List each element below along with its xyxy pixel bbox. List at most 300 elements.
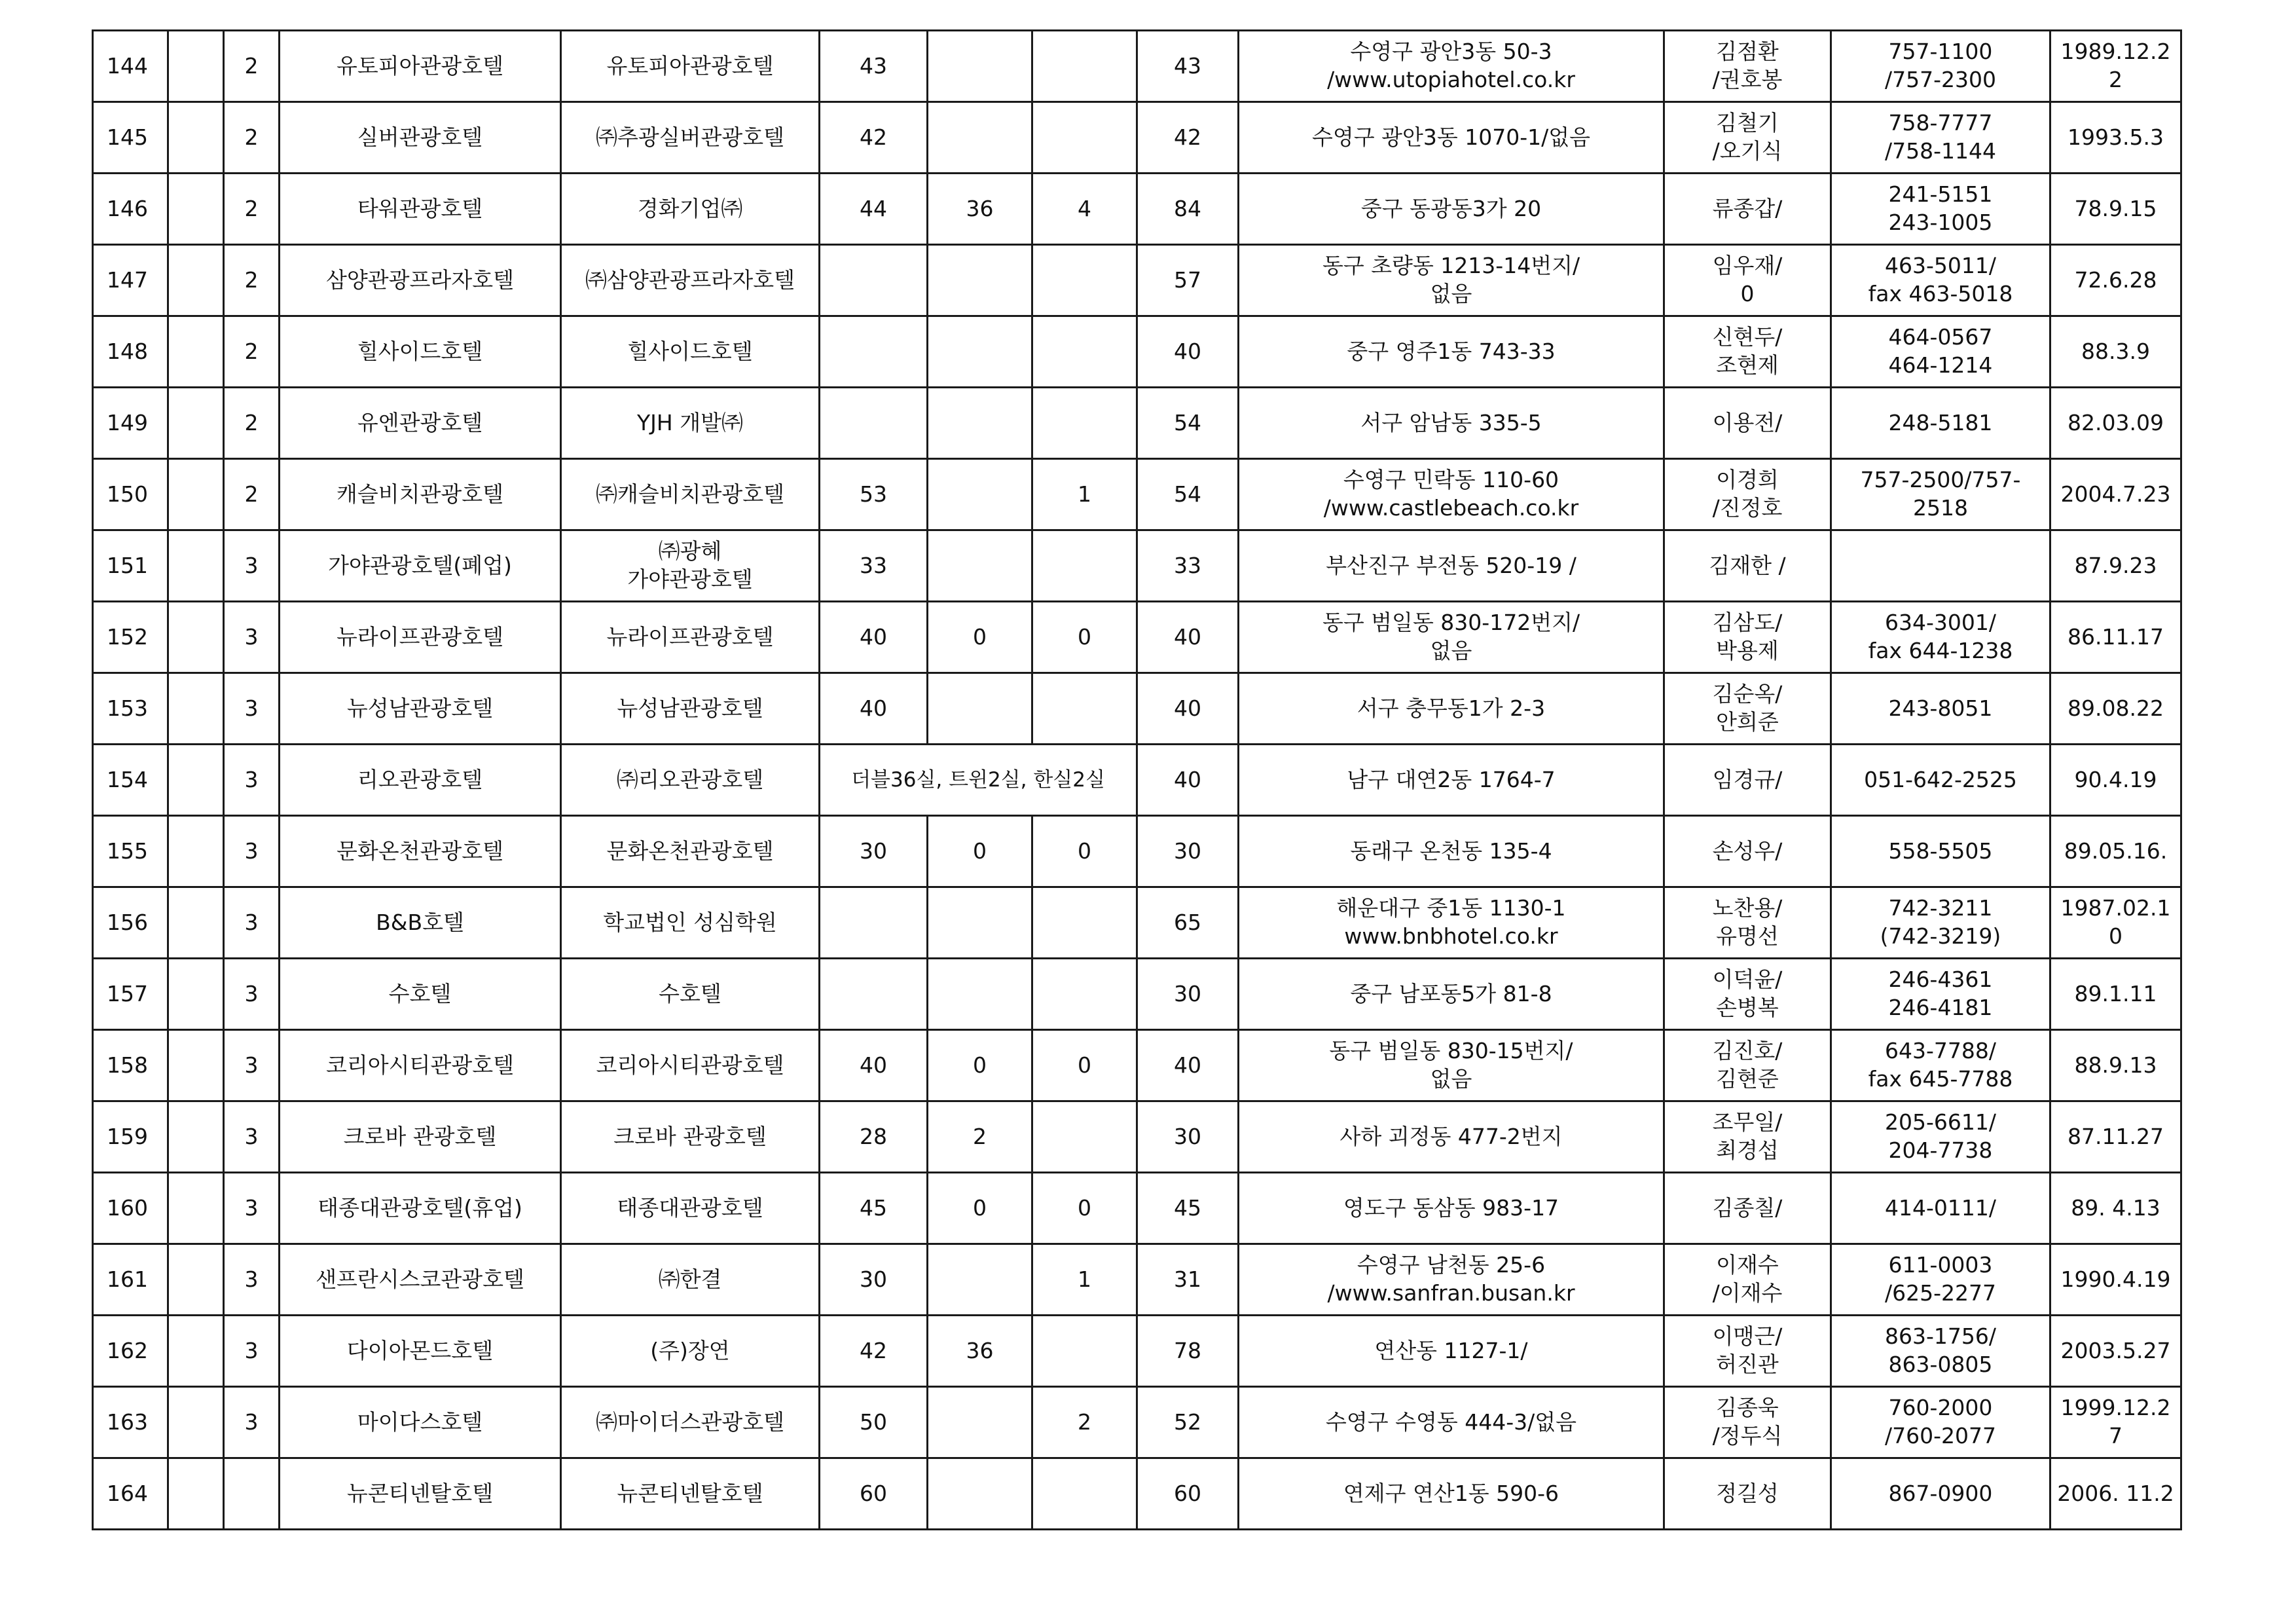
hotel-name-line-1: 실버관광호텔 (357, 124, 483, 150)
hotel-name-line-1: 유엔관광호텔 (357, 409, 483, 435)
rooms-type-a-line-1: 33 (860, 552, 887, 578)
rooms-type-c (1032, 1387, 1137, 1458)
hotel-name-line-1: 리오관광호텔 (357, 766, 483, 792)
rooms-total (1137, 1101, 1239, 1173)
hotel-name (280, 1316, 561, 1387)
phone-line-2: 863-0805 (1888, 1352, 1993, 1377)
hotel-grade (224, 1173, 280, 1244)
hotel-grade (224, 1030, 280, 1101)
registration-date-line-1: 88.3.9 (2081, 338, 2150, 364)
row-mark (168, 102, 224, 174)
rooms-type-b (928, 245, 1032, 316)
operator-company (561, 1030, 820, 1101)
row-number-line-1: 147 (107, 267, 148, 293)
row-mark (168, 959, 224, 1030)
table-row (93, 174, 2181, 245)
hotel-name-line-1: 코리아시티관광호텔 (326, 1052, 514, 1078)
phone-line-2: /625-2277 (1885, 1280, 1996, 1306)
hotel-name-line-1: 유토피아관광호텔 (336, 52, 504, 79)
address-line-2: /www.sanfran.busan.kr (1327, 1280, 1575, 1306)
operator-company-line-1: 뉴라이프관광호텔 (606, 623, 774, 650)
phone-line-2: fax 463-5018 (1868, 281, 2013, 306)
rooms-type-b (928, 887, 1032, 959)
hotel-name-line-1: 수호텔 (388, 980, 452, 1006)
phone (1831, 1387, 2050, 1458)
row-number (93, 1458, 168, 1530)
registration-date-line-1: 90.4.19 (2074, 766, 2157, 792)
row-number (93, 887, 168, 959)
rooms-type-a (820, 102, 928, 174)
hotel-name-line-1: 마이다스호텔 (357, 1409, 483, 1435)
hotel-grade (224, 1387, 280, 1458)
rooms-type-b (928, 102, 1032, 174)
representative-line-2: 박용제 (1716, 638, 1779, 663)
rooms-type-a-line-1: 30 (860, 1266, 887, 1292)
hotel-grade (224, 459, 280, 530)
address (1239, 745, 1664, 816)
rooms-total-line-1: 57 (1174, 267, 1201, 293)
rooms-total (1137, 673, 1239, 745)
rooms-total (1137, 102, 1239, 174)
row-number-line-1: 161 (107, 1266, 148, 1292)
phone-line-1: 051-642-2525 (1864, 766, 2017, 792)
hotel-name-line-1: B&B호텔 (376, 909, 464, 935)
rooms-total (1137, 1316, 1239, 1387)
rooms-total (1137, 1458, 1239, 1530)
rooms-type-c (1032, 388, 1137, 459)
operator-company (561, 1387, 820, 1458)
representative-line-1: 이재수 (1716, 1252, 1779, 1278)
rooms-type-b (928, 1173, 1032, 1244)
rooms-type-c (1032, 1458, 1137, 1530)
address (1239, 102, 1664, 174)
phone (1831, 602, 2050, 673)
phone (1831, 887, 2050, 959)
rooms-type-a (820, 1244, 928, 1316)
representative (1664, 673, 1831, 745)
rooms-type-c (1032, 1316, 1137, 1387)
rooms-total (1137, 316, 1239, 388)
rooms-type-b (928, 1101, 1032, 1173)
registration-date-line-1: 88.9.13 (2074, 1052, 2157, 1078)
rooms-type-a-line-1: 40 (860, 695, 887, 721)
table-row (93, 673, 2181, 745)
row-number (93, 316, 168, 388)
rooms-total (1137, 388, 1239, 459)
phone (1831, 459, 2050, 530)
phone-line-1: 758-7777 (1888, 110, 1993, 136)
address (1239, 31, 1664, 102)
row-mark (168, 1030, 224, 1101)
registration-date-line-1: 78.9.15 (2074, 195, 2157, 221)
rooms-total-line-1: 40 (1174, 1052, 1201, 1078)
operator-company-line-1: ㈜리오관광호텔 (616, 766, 764, 792)
operator-company (561, 1101, 820, 1173)
hotel-grade (224, 102, 280, 174)
rooms-type-b (928, 1030, 1032, 1101)
representative-line-2: 0 (1740, 281, 1755, 306)
phone (1831, 1030, 2050, 1101)
hotel-grade (224, 1316, 280, 1387)
hotel-name (280, 1030, 561, 1101)
row-number (93, 673, 168, 745)
representative (1664, 745, 1831, 816)
representative-line-1: 김종칠/ (1712, 1194, 1783, 1221)
hotel-grade (224, 745, 280, 816)
rooms-type-b-line-1: 0 (973, 623, 987, 650)
hotel-grade (224, 602, 280, 673)
representative (1664, 1101, 1831, 1173)
row-mark (168, 602, 224, 673)
registration-date-line-1: 87.11.27 (2068, 1123, 2164, 1149)
operator-company (561, 459, 820, 530)
row-number (93, 1101, 168, 1173)
hotel-grade (224, 316, 280, 388)
rooms-total-line-1: 40 (1174, 766, 1201, 792)
operator-company (561, 1244, 820, 1316)
rooms-type-a (820, 388, 928, 459)
rooms-type-a-line-1: 30 (860, 838, 887, 864)
representative (1664, 102, 1831, 174)
rooms-type-a (820, 31, 928, 102)
registration-date (2050, 388, 2181, 459)
hotel-name (280, 316, 561, 388)
hotel-name (280, 745, 561, 816)
rooms-type-c (1032, 174, 1137, 245)
rooms-type-a (820, 316, 928, 388)
registration-date-line-1: 1999.12.2 (2060, 1395, 2171, 1421)
operator-company (561, 1458, 820, 1530)
row-mark (168, 31, 224, 102)
representative-line-2: /정두식 (1712, 1423, 1783, 1449)
hotel-name (280, 459, 561, 530)
phone-line-1: 867-0900 (1888, 1480, 1993, 1506)
rooms-total (1137, 959, 1239, 1030)
address-line-1: 동구 범일동 830-15번지/ (1329, 1038, 1573, 1064)
rooms-total-line-1: 30 (1174, 1123, 1201, 1149)
operator-company (561, 673, 820, 745)
hotel-grade (224, 1101, 280, 1173)
row-number (93, 245, 168, 316)
representative-line-1: 류종갑/ (1712, 195, 1783, 221)
operator-company (561, 816, 820, 887)
table-row (93, 959, 2181, 1030)
rooms-total-line-1: 31 (1174, 1266, 1201, 1292)
address-line-1: 중구 영주1동 743-33 (1347, 338, 1556, 364)
operator-company-line-1: 크로바 관광호텔 (613, 1123, 767, 1149)
representative-line-2: 조현제 (1716, 352, 1779, 378)
row-number-line-1: 150 (107, 481, 148, 507)
address-line-1: 영도구 동삼동 983-17 (1343, 1194, 1559, 1221)
phone-line-1: 248-5181 (1888, 409, 1993, 435)
operator-company (561, 745, 820, 816)
phone (1831, 245, 2050, 316)
address-line-1: 중구 동광동3가 20 (1360, 195, 1542, 221)
rooms-type-c (1032, 1173, 1137, 1244)
registration-date (2050, 1101, 2181, 1173)
row-number (93, 459, 168, 530)
representative-line-1: 이용전/ (1712, 409, 1783, 435)
registration-date (2050, 887, 2181, 959)
operator-company (561, 887, 820, 959)
registration-date (2050, 745, 2181, 816)
registration-date (2050, 316, 2181, 388)
hotel-name-line-1: 가야관광호텔(폐업) (328, 552, 512, 578)
registration-date-line-1: 89.1.11 (2074, 980, 2157, 1006)
rooms-type-a-line-1: 40 (860, 623, 887, 650)
phone (1831, 102, 2050, 174)
hotel-grade-line-1: 3 (244, 1337, 259, 1363)
rooms-type-a (820, 959, 928, 1030)
rooms-total (1137, 1387, 1239, 1458)
rooms-type-c (1032, 959, 1137, 1030)
rooms-total-line-1: 30 (1174, 980, 1201, 1006)
registration-date (2050, 673, 2181, 745)
hotel-name (280, 1173, 561, 1244)
row-number-line-1: 158 (107, 1052, 148, 1078)
address-line-1: 수영구 광안3동 1070-1/없음 (1311, 124, 1590, 150)
row-number-line-1: 157 (107, 980, 148, 1006)
rooms-type-b (928, 530, 1032, 602)
representative-line-1: 김삼도/ (1712, 610, 1783, 636)
phone (1831, 1173, 2050, 1244)
operator-company-line-1: ㈜마이더스관광호텔 (595, 1409, 785, 1435)
operator-company-line-1: YJH 개발㈜ (637, 409, 743, 435)
address (1239, 245, 1664, 316)
rooms-type-a-line-1: 28 (860, 1123, 887, 1149)
hotel-name (280, 959, 561, 1030)
rooms-type-b (928, 673, 1032, 745)
row-number-line-1: 164 (107, 1480, 148, 1506)
representative-line-1: 정길성 (1716, 1480, 1779, 1506)
rooms-total (1137, 887, 1239, 959)
rooms-type-c-line-1: 0 (1078, 1194, 1091, 1221)
address (1239, 174, 1664, 245)
rooms-type-b (928, 316, 1032, 388)
phone-line-1: 863-1756/ (1885, 1323, 1996, 1350)
rooms-type-c-line-1: 0 (1078, 1052, 1091, 1078)
rooms-type-c (1032, 31, 1137, 102)
rooms-type-a (820, 887, 928, 959)
address-line-1: 서구 암남동 335-5 (1360, 409, 1542, 435)
rooms-total-line-1: 33 (1174, 552, 1201, 578)
registration-date (2050, 602, 2181, 673)
hotel-name (280, 388, 561, 459)
rooms-type-c (1032, 602, 1137, 673)
rooms-type-a (820, 459, 928, 530)
row-number-line-1: 159 (107, 1123, 148, 1149)
representative-line-2: /이재수 (1712, 1280, 1783, 1306)
representative (1664, 816, 1831, 887)
rooms-total (1137, 602, 1239, 673)
phone (1831, 388, 2050, 459)
address (1239, 1458, 1664, 1530)
hotel-name (280, 887, 561, 959)
room-breakdown (820, 745, 1137, 816)
hotel-grade-line-1: 2 (244, 267, 259, 293)
rooms-type-c (1032, 1030, 1137, 1101)
registration-date-line-1: 1987.02.1 (2060, 895, 2171, 921)
rooms-type-b (928, 174, 1032, 245)
rooms-type-b-line-1: 0 (973, 1052, 987, 1078)
hotel-registry-table (92, 29, 2182, 1530)
representative-line-2: 최경섭 (1716, 1137, 1779, 1163)
operator-company-line-1: ㈜한결 (658, 1266, 722, 1292)
hotel-grade-line-1: 3 (244, 552, 259, 578)
phone-line-1: 463-5011/ (1885, 253, 1996, 279)
phone-line-1: 241-5151 (1888, 181, 1993, 208)
rooms-type-a (820, 245, 928, 316)
phone-line-1: 205-6611/ (1885, 1109, 1996, 1135)
address-line-2: /www.utopiahotel.co.kr (1327, 67, 1575, 92)
row-number (93, 1316, 168, 1387)
phone-line-1: 611-0003 (1888, 1252, 1993, 1278)
rooms-type-a (820, 602, 928, 673)
rooms-type-a-line-1: 45 (860, 1194, 887, 1221)
registration-date-line-1: 89.05.16. (2064, 838, 2168, 864)
operator-company-line-1: 코리아시티관광호텔 (596, 1052, 784, 1078)
hotel-grade (224, 174, 280, 245)
registration-date-line-1: 89. 4.13 (2071, 1194, 2160, 1221)
representative-line-1: 임우재/ (1712, 253, 1783, 279)
row-number (93, 816, 168, 887)
hotel-grade-line-1: 3 (244, 1123, 259, 1149)
table-row (93, 1387, 2181, 1458)
rooms-type-c (1032, 1244, 1137, 1316)
rooms-type-c (1032, 673, 1137, 745)
operator-company-line-1: 뉴성남관광호텔 (617, 695, 763, 721)
rooms-total (1137, 530, 1239, 602)
address (1239, 602, 1664, 673)
hotel-name (280, 1458, 561, 1530)
row-mark (168, 316, 224, 388)
row-number-line-1: 145 (107, 124, 148, 150)
rooms-total-line-1: 65 (1174, 909, 1201, 935)
rooms-type-b-line-1: 0 (973, 838, 987, 864)
rooms-type-c-line-1: 0 (1078, 838, 1091, 864)
row-number (93, 745, 168, 816)
phone-line-1: 742-3211 (1888, 895, 1993, 921)
rooms-type-c-line-1: 4 (1078, 195, 1091, 221)
representative-line-2: 유명선 (1716, 923, 1779, 949)
rooms-type-c-line-1: 1 (1078, 1266, 1091, 1292)
registration-date (2050, 31, 2181, 102)
row-number (93, 174, 168, 245)
rooms-total (1137, 1030, 1239, 1101)
phone-line-2: 204-7738 (1888, 1137, 1993, 1163)
representative-line-1: 김진호/ (1712, 1038, 1783, 1064)
hotel-name-line-1: 타워관광호텔 (357, 195, 483, 221)
registration-date-line-1: 72.6.28 (2074, 267, 2157, 293)
address-line-1: 남구 대연2동 1764-7 (1347, 766, 1556, 792)
hotel-grade-line-1: 3 (244, 1409, 259, 1435)
address (1239, 1173, 1664, 1244)
rooms-type-a-line-1: 44 (860, 195, 887, 221)
address (1239, 459, 1664, 530)
representative-line-2: /진정호 (1712, 495, 1783, 521)
rooms-total-line-1: 40 (1174, 695, 1201, 721)
hotel-name-line-1: 뉴콘티넨탈호텔 (346, 1480, 494, 1506)
rooms-type-a (820, 174, 928, 245)
row-number (93, 959, 168, 1030)
hotel-grade-line-1: 2 (244, 481, 259, 507)
row-number (93, 31, 168, 102)
row-mark (168, 745, 224, 816)
rooms-total (1137, 459, 1239, 530)
representative (1664, 887, 1831, 959)
representative (1664, 459, 1831, 530)
table-row (93, 31, 2181, 102)
rooms-type-a (820, 1173, 928, 1244)
hotel-grade-line-1: 3 (244, 695, 259, 721)
phone (1831, 673, 2050, 745)
row-mark (168, 174, 224, 245)
row-number-line-1: 146 (107, 195, 148, 221)
rooms-type-b (928, 459, 1032, 530)
registration-date-line-1: 2003.5.27 (2060, 1337, 2171, 1363)
representative (1664, 316, 1831, 388)
rooms-type-b (928, 602, 1032, 673)
address (1239, 1316, 1664, 1387)
row-number-line-1: 144 (107, 52, 148, 79)
representative-line-2: 안희준 (1716, 709, 1779, 735)
operator-company-line-2: 가야관광호텔 (627, 566, 753, 592)
rooms-total-line-1: 40 (1174, 338, 1201, 364)
registration-date (2050, 959, 2181, 1030)
hotel-name-line-1: 뉴라이프관광호텔 (336, 623, 504, 650)
representative-line-1: 임경규/ (1712, 766, 1783, 792)
rooms-type-a (820, 530, 928, 602)
hotel-grade (224, 530, 280, 602)
rooms-type-b-line-1: 0 (973, 1194, 987, 1221)
phone-line-2: /757-2300 (1885, 67, 1996, 92)
address-line-1: 동구 초량동 1213-14번지/ (1322, 253, 1580, 279)
row-mark (168, 1244, 224, 1316)
representative-line-2: 손병복 (1716, 995, 1779, 1020)
phone-line-1: 634-3001/ (1885, 610, 1996, 636)
hotel-name (280, 1387, 561, 1458)
address (1239, 1244, 1664, 1316)
rooms-type-b-line-1: 36 (966, 1337, 994, 1363)
representative (1664, 959, 1831, 1030)
rooms-type-a-line-1: 40 (860, 1052, 887, 1078)
hotel-grade-line-1: 2 (244, 124, 259, 150)
address-line-1: 연제구 연산1동 590-6 (1343, 1480, 1559, 1506)
table-row (93, 816, 2181, 887)
rooms-type-a-line-1: 42 (860, 1337, 887, 1363)
room-breakdown-line-1: 더블36실, 트윈2실, 한실2실 (851, 767, 1105, 792)
phone (1831, 1244, 2050, 1316)
address-line-1: 수영구 광안3동 50-3 (1350, 39, 1552, 65)
representative (1664, 1030, 1831, 1101)
hotel-grade (224, 31, 280, 102)
operator-company-line-1: 뉴콘티넨탈호텔 (617, 1480, 763, 1506)
registration-date-line-1: 86.11.17 (2068, 623, 2164, 650)
row-number (93, 1387, 168, 1458)
phone-line-2: (742-3219) (1880, 923, 2001, 949)
operator-company-line-1: 학교법인 성심학원 (603, 909, 777, 935)
address (1239, 959, 1664, 1030)
hotel-name-line-1: 샌프란시스코관광호텔 (316, 1266, 524, 1292)
table-row (93, 530, 2181, 602)
address (1239, 673, 1664, 745)
phone-line-2: fax 645-7788 (1868, 1066, 2013, 1092)
rooms-type-a (820, 1458, 928, 1530)
row-mark (168, 530, 224, 602)
hotel-name-line-1: 뉴성남관광호텔 (346, 695, 494, 721)
operator-company (561, 1173, 820, 1244)
phone (1831, 1458, 2050, 1530)
